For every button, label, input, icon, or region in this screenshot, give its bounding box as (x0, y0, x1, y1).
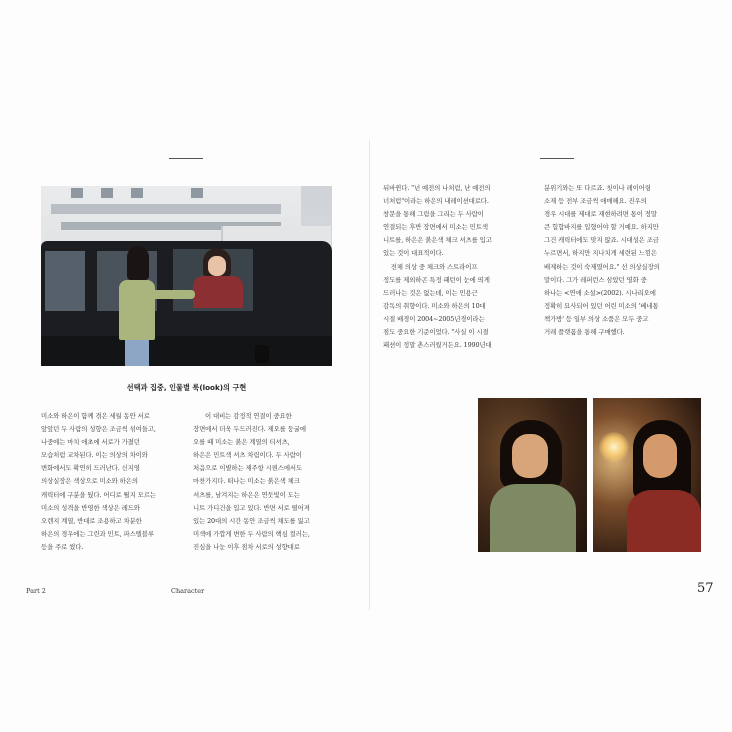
text-line: 그건 캐릭터에도 맞지 않죠. 시대성은 조금 (544, 236, 659, 245)
text-line: 오렌지 계열, 반대로 조용하고 차분한 (41, 516, 142, 525)
text-line: 너처럼"이라는 하은의 내레이션대로다. (383, 197, 489, 206)
text-line: 하나는 <연애 소설>(2002). 시나리오에 (544, 288, 656, 297)
truck-scene-photo (41, 186, 332, 366)
right-page-column-1 (383, 182, 533, 352)
footer-section-label: Character (171, 587, 205, 595)
text-line: 미소의 성격을 반영한 색상은 레드와 (41, 503, 140, 512)
text-line: 하은은 민트색 셔츠 차림이다. 두 사람이 (193, 451, 302, 460)
text-line: 하은의 경우에는 그린과 민트, 파스텔블루 (41, 529, 154, 538)
text-line: 배제하는 것이 숙제였어요." 선 의상실장의 (544, 262, 660, 271)
text-line: 니트를, 하은은 붉은색 체크 셔츠를 입고 (383, 236, 492, 245)
text-line: 뒤바뀐다. "넌 예전의 나처럼, 난 예전의 (383, 184, 491, 192)
truck-window (45, 251, 85, 311)
text-line: 변화에서도 확연히 드러난다. 신지영 (41, 464, 140, 473)
text-line: 장면에서 더욱 두드러진다. 제오를 둥굴에 (193, 425, 306, 434)
text-line: 캐릭터에 구분을 뒀다. 어디로 튈지 모르는 (41, 490, 156, 499)
text-line: 경우 시대를 제대로 재현하려면 통이 정말 (544, 210, 657, 219)
page-gutter (369, 140, 370, 610)
text-line: 거래 플랫폼을 통해 구매했다. (544, 328, 625, 337)
text-line: 드러나는 것은 없는데, 이는 민용근 (383, 288, 478, 297)
face (643, 434, 677, 478)
text-line: 소재 등 전부 조금씩 애매해요. 진우의 (544, 197, 647, 206)
text-line: 정확히 묘사되어 있던 어린 미소의 '베네통 (544, 301, 659, 310)
text-line: 연결되는 후반 장면에서 미소는 민트색 (383, 223, 488, 232)
reaching-arm (151, 290, 195, 299)
text-line: 이 대비는 감정적 연결이 중요한 (205, 412, 292, 420)
film-still-green-sweater (478, 398, 587, 552)
film-still-red-plaid (593, 398, 701, 552)
text-line: 패션이 정말 촌스러웠거든요. 1990년대 (383, 341, 492, 350)
photo-caption: 선택과 집중, 인물별 룩(look)의 구현 (126, 383, 247, 392)
jeans (125, 340, 149, 366)
text-line: 오를 때 미소는 붉은 계열의 티셔츠, (193, 438, 290, 447)
side-mirror (255, 345, 269, 363)
text-line: 미색에 가깝게 변한 두 사람의 핵심 컬러는, (193, 529, 310, 538)
text-line: 처음으로 이별하는 제주항 시퀀스에서도 (193, 464, 303, 473)
text-line: 점도 중요한 기준이었다. "사실 이 시절 (383, 328, 489, 337)
text-line: 있는 것이 대표적이다. (383, 249, 444, 258)
text-line: 마찬가지다. 떠나는 미소는 붉은색 체크 (193, 477, 300, 486)
ship-window (131, 188, 143, 198)
lamp-glow (599, 432, 629, 462)
text-line: 나중에는 마치 애초에 서로가 가졌던 (41, 438, 140, 447)
text-line: 감독의 취향이다. 미소와 하은의 10대 (383, 301, 486, 310)
text-line: 시절 배경이 2004~2005년경이라는 (383, 314, 485, 323)
footer-part-label: Part 2 (26, 587, 46, 595)
text-line: 진심을 나눈 이후 점차 서로의 성향대로 (193, 542, 300, 551)
text-line: 말이다. 그가 레퍼런스 삼았던 영화 중 (544, 275, 647, 284)
girl-standing (113, 246, 161, 366)
right-page-column-2 (544, 182, 694, 339)
ship-window (101, 188, 113, 198)
text-line: 의상실장은 색상으로 미소와 하은의 (41, 477, 138, 486)
left-page-column-1 (41, 410, 175, 554)
truck-lower-body (41, 336, 332, 366)
ship-window (71, 188, 83, 198)
text-line: 창문을 통해 그림을 그리는 두 사람이 (383, 210, 484, 219)
hair (127, 246, 149, 280)
text-line: 전체 의상 중 체크와 스트라이프 (383, 262, 478, 271)
face (512, 434, 548, 478)
text-line: 미소와 하은이 함께 겪은 세월 동안 서로 (41, 412, 150, 420)
text-line: 니트 가디건을 입고 있다. 반면 서로 떨어져 (193, 503, 310, 512)
green-turtleneck (490, 484, 576, 552)
text-line: 앞앞던 두 사람의 성향은 조금씩 섞여들고, (41, 425, 156, 434)
red-plaid-shirt (627, 490, 701, 552)
text-line: 책가방' 등 일부 의상 소품은 모두 중고 (544, 314, 649, 323)
text-line: 있는 20대의 시간 동안 조금씩 채도를 잃고 (193, 516, 310, 525)
left-page-column-2 (193, 410, 333, 554)
text-line: 큰 힙합바지를 입혔어야 할 거예요. 하지만 (544, 223, 659, 232)
text-line: 분위기와는 또 다르죠. 칫이나 레이어링 (544, 184, 651, 192)
page-number: 57 (697, 581, 714, 596)
ship-window (191, 188, 203, 198)
face (208, 256, 226, 276)
girl-in-truck (189, 248, 249, 308)
left-page-header-rule (169, 158, 203, 159)
black-truck (41, 241, 332, 366)
text-line: 정도를 제외하곤 특정 패턴이 눈에 띄게 (383, 275, 490, 284)
right-page-header-rule (540, 158, 574, 159)
red-plaid-shirt (193, 276, 243, 308)
text-line: 셔츠를, 남겨지는 하은은 연둣빛이 도는 (193, 490, 300, 499)
ship-deck (51, 204, 281, 214)
text-line: 등을 주로 썼다. (41, 542, 84, 551)
green-knit-sweater (119, 280, 155, 340)
text-line: 누르면서, 하지만 지나치게 세련된 느낌은 (544, 249, 657, 258)
text-line: 모습처럼 교차된다. 이는 의상의 차이와 (41, 451, 148, 460)
